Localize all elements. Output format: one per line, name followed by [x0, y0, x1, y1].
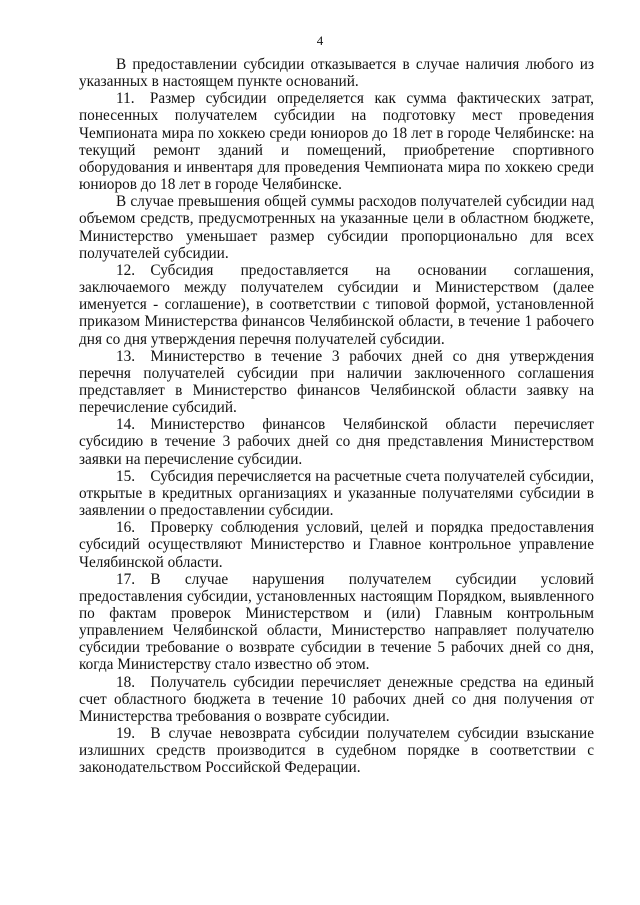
paragraph-18-refund: 18. Получатель субсидии перечисляет денежные средства на единый счет областного бюджета в течение 10 рабочих дней со дня получения от Министерства требования о возврате субсидии. [79, 673, 594, 725]
paragraph-17-violation: 17. В случае нарушения получателем субсидии условий предоставления субсидии, установленных настоящим Порядком, выявленного по фактам проверок Министерством и (или) Главным контрольным управлением Челябинской области, Министерство направляет получателю субсидии требование о возврате субсидии в течение 5 рабочих дней со дня, когда Министерству стало известно об этом. [79, 570, 594, 674]
paragraph-12-agreement: 12. Субсидия предоставляется на основании соглашения, заключаемого между получателем субсидии и Министерством (далее именуется - соглашение), в соответствии с типовой формой, установленной приказом Министерства финансов Челябинской области, в течение 1 рабочего дня со дня утверждения перечня получателей субсидии. [79, 261, 594, 348]
paragraph-16-control: 16. Проверку соблюдения условий, целей и порядка предоставления субсидий осуществляют Министерство и Главное контрольное управление Челябинской области. [79, 519, 594, 571]
paragraph-proportional-reduction: В случае превышения общей суммы расходов получателей субсидии над объемом средств, предусмотренных на указанные цели в областном бюджете, Министерство уменьшает размер субсидии пропорционально для всех получателей субсидии. [79, 193, 594, 262]
paragraph-11-subsidy-amount: 11. Размер субсидии определяется как сумма фактических затрат, понесенных получателем субсидии на подготовку мест проведения Чемпионата мира по хоккею среди юниоров до 18 лет в городе Челябинске: на текущий ремонт зданий и помещений, приобретение спортивного оборудования и инвентаря для проведения Чемпионата мира по хоккею среди юниоров до 18 лет в городе Челябинске. [79, 90, 594, 194]
paragraph-13-application: 13. Министерство в течение 3 рабочих дней со дня утверждения перечня получателей субсидии при наличии заключенного соглашения представляет в Министерство финансов Челябинской области заявку на перечисление субсидий. [79, 347, 594, 417]
paragraph-14-transfer: 14. Министерство финансов Челябинской области перечисляет субсидию в течение 3 рабочих дней со дня представления Министерством заявки на перечисление субсидии. [79, 416, 594, 468]
paragraph-19-recovery: 19. В случае невозврата субсидии получателем субсидии взыскание излишних средств производится в судебном порядке в соответствии с законодательством Российской Федерации. [79, 725, 594, 777]
paragraph-refusal-clause: В предоставлении субсидии отказывается в случае наличия любого из указанных в настоящем пункте оснований. [79, 56, 594, 91]
paragraph-15-accounts: 15. Субсидия перечисляется на расчетные счета получателей субсидии, открытые в кредитных организациях и указанные получателями субсидии в заявлении о предоставлении субсидии. [79, 467, 594, 520]
page-number: 4 [316, 33, 324, 48]
document-body [79, 56, 594, 777]
